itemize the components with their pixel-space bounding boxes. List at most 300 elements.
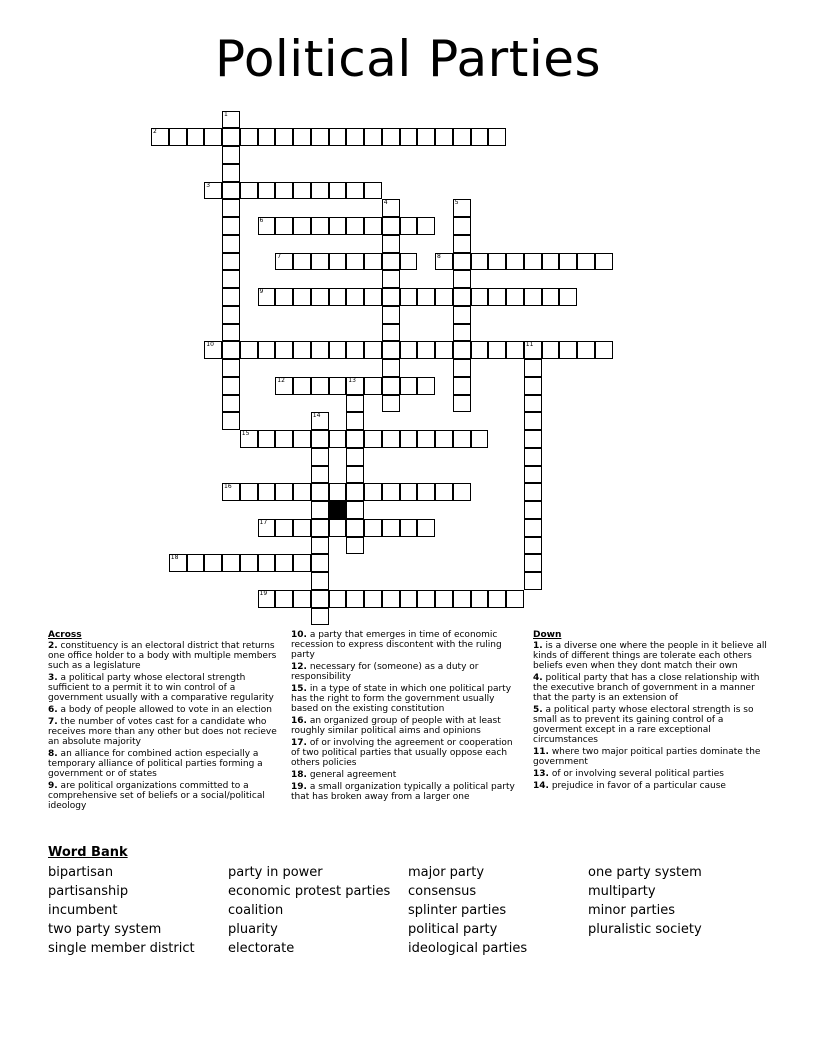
- grid-cell[interactable]: [240, 554, 258, 572]
- grid-cell[interactable]: [311, 253, 329, 271]
- grid-cell[interactable]: [329, 590, 347, 608]
- grid-cell[interactable]: [346, 501, 364, 519]
- grid-cell[interactable]: [311, 288, 329, 306]
- grid-cell[interactable]: [559, 341, 577, 359]
- grid-cell[interactable]: [542, 288, 560, 306]
- clue-number: 2: [153, 128, 157, 136]
- word-bank-item: coalition: [228, 903, 284, 918]
- grid-cell[interactable]: [577, 253, 595, 271]
- grid-cell[interactable]: [329, 519, 347, 537]
- grid-cell[interactable]: [329, 377, 347, 395]
- clue-text: where two major poitical parties dominate the government: [533, 747, 761, 767]
- grid-cell[interactable]: [240, 341, 258, 359]
- grid-cell[interactable]: [311, 217, 329, 235]
- grid-cell[interactable]: [346, 395, 364, 413]
- down-heading: Down: [533, 630, 562, 640]
- grid-cell[interactable]: [293, 483, 311, 501]
- grid-cell[interactable]: [453, 430, 471, 448]
- grid-cell[interactable]: [364, 182, 382, 200]
- grid-cell[interactable]: [471, 590, 489, 608]
- clue-item: [291, 738, 519, 768]
- grid-cell[interactable]: [524, 412, 542, 430]
- grid-cell[interactable]: [151, 128, 169, 146]
- grid-cell[interactable]: [453, 217, 471, 235]
- clue-item: [291, 684, 519, 714]
- grid-cell[interactable]: [453, 288, 471, 306]
- grid-cell[interactable]: [311, 430, 329, 448]
- grid-cell[interactable]: [329, 217, 347, 235]
- clue-number: 5: [454, 199, 459, 207]
- grid-cell[interactable]: [453, 199, 471, 217]
- grid-cell[interactable]: [417, 519, 435, 537]
- word-bank-column: [588, 863, 702, 939]
- grid-cell[interactable]: [275, 554, 293, 572]
- clue-number: 19: [259, 589, 268, 597]
- clue-text: in a type of state in which one political party has the right to form the government usually based on the existing constitution: [291, 684, 512, 714]
- grid-cell[interactable]: [293, 288, 311, 306]
- grid-cell[interactable]: [524, 483, 542, 501]
- grid-cell[interactable]: [346, 430, 364, 448]
- grid-cell[interactable]: [453, 395, 471, 413]
- clue-number: 13: [348, 376, 356, 384]
- grid-cell[interactable]: [258, 182, 276, 200]
- grid-cell[interactable]: [293, 217, 311, 235]
- grid-cell[interactable]: [222, 341, 240, 359]
- clue-text: political party that has a close relationship with the executive branch of government in a manner that the party is an extension of: [533, 673, 760, 703]
- grid-cell[interactable]: [346, 412, 364, 430]
- grid-cell[interactable]: [346, 288, 364, 306]
- clue-number: 8: [437, 252, 441, 260]
- grid-cell[interactable]: [275, 253, 293, 271]
- grid-cell[interactable]: [524, 430, 542, 448]
- grid-cell[interactable]: [524, 466, 542, 484]
- grid-cell[interactable]: [506, 253, 524, 271]
- grid-cell[interactable]: [453, 324, 471, 342]
- grid-cell[interactable]: [222, 483, 240, 501]
- across-clues-column-2: [291, 630, 519, 804]
- grid-cell[interactable]: [275, 519, 293, 537]
- grid-cell[interactable]: [187, 554, 205, 572]
- grid-cell[interactable]: [364, 288, 382, 306]
- grid-cell[interactable]: [275, 430, 293, 448]
- grid-cell[interactable]: [169, 128, 187, 146]
- word-bank-item: one party system: [588, 865, 702, 880]
- grid-cell[interactable]: [293, 182, 311, 200]
- grid-cell[interactable]: [400, 430, 418, 448]
- clue-text: a body of people allowed to vote in an election: [57, 705, 273, 715]
- grid-cell[interactable]: [346, 341, 364, 359]
- clue-text: an alliance for combined action especially a temporary alliance of political parties forming a government or of states: [48, 749, 263, 779]
- grid-cell[interactable]: [329, 128, 347, 146]
- clue-label: 11.: [533, 747, 549, 757]
- clue-text: is a diverse one where the people in it believe all kinds of different things are tolerate each others beliefs even when they dont match their own: [533, 641, 767, 671]
- grid-cell[interactable]: [524, 572, 542, 590]
- grid-cell[interactable]: [329, 483, 347, 501]
- clue-item: [291, 770, 519, 780]
- grid-cell[interactable]: [400, 590, 418, 608]
- grid-cell[interactable]: [364, 217, 382, 235]
- word-bank-item: incumbent: [48, 903, 118, 918]
- grid-cell[interactable]: [258, 217, 276, 235]
- grid-cell[interactable]: [559, 253, 577, 271]
- grid-cell[interactable]: [311, 448, 329, 466]
- grid-cell[interactable]: [187, 128, 205, 146]
- clue-label: 10.: [291, 630, 307, 640]
- grid-cell[interactable]: [417, 483, 435, 501]
- grid-cell[interactable]: [488, 288, 506, 306]
- clue-item: [48, 717, 284, 747]
- clue-text: prejudice in favor of a particular cause: [548, 781, 726, 791]
- grid-cell[interactable]: [222, 412, 240, 430]
- grid-cell[interactable]: [488, 590, 506, 608]
- grid-cell[interactable]: [524, 501, 542, 519]
- grid-cell[interactable]: [222, 146, 240, 164]
- clue-text: necessary for (someone) as a duty or responsibility: [291, 662, 479, 682]
- grid-cell[interactable]: [222, 359, 240, 377]
- grid-cell[interactable]: [258, 430, 276, 448]
- clue-item: [291, 782, 519, 802]
- grid-cell[interactable]: [524, 359, 542, 377]
- grid-cell[interactable]: [311, 572, 329, 590]
- grid-cell[interactable]: [258, 128, 276, 146]
- grid-cell[interactable]: [542, 341, 560, 359]
- grid-cell[interactable]: [258, 590, 276, 608]
- clue-label: 18.: [291, 770, 307, 780]
- grid-cell[interactable]: [222, 217, 240, 235]
- grid-cell[interactable]: [524, 253, 542, 271]
- grid-cell[interactable]: [346, 519, 364, 537]
- grid-cell[interactable]: [293, 377, 311, 395]
- grid-cell[interactable]: [595, 341, 613, 359]
- grid-cell[interactable]: [382, 359, 400, 377]
- grid-cell[interactable]: [275, 288, 293, 306]
- grid-cell[interactable]: [382, 253, 400, 271]
- grid-cell[interactable]: [453, 306, 471, 324]
- grid-cell[interactable]: [524, 537, 542, 555]
- grid-cell[interactable]: [364, 590, 382, 608]
- grid-cell[interactable]: [453, 590, 471, 608]
- word-bank-item: splinter parties: [408, 903, 507, 918]
- grid-cell[interactable]: [524, 377, 542, 395]
- grid-cell[interactable]: [417, 217, 435, 235]
- grid-cell[interactable]: [382, 199, 400, 217]
- word-bank-item: single member district: [48, 941, 195, 956]
- grid-cell[interactable]: [471, 253, 489, 271]
- clue-text: an organized group of people with at least roughly similar political aims and opinions: [291, 716, 501, 736]
- grid-cell[interactable]: [311, 128, 329, 146]
- clue-item: [533, 781, 767, 791]
- clue-label: 5.: [533, 705, 543, 715]
- grid-cell[interactable]: [417, 341, 435, 359]
- grid-cell[interactable]: [488, 128, 506, 146]
- clue-number: 7: [277, 252, 282, 260]
- grid-cell[interactable]: [222, 270, 240, 288]
- grid-cell[interactable]: [453, 270, 471, 288]
- word-bank-item: two party system: [48, 922, 162, 937]
- grid-cell[interactable]: [524, 288, 542, 306]
- grid-cell[interactable]: [524, 554, 542, 572]
- grid-cell[interactable]: [435, 430, 453, 448]
- grid-cell[interactable]: [524, 341, 542, 359]
- grid-cell[interactable]: [453, 341, 471, 359]
- grid-cell[interactable]: [258, 483, 276, 501]
- grid-cell[interactable]: [453, 483, 471, 501]
- word-bank-title: Word Bank: [48, 845, 128, 860]
- grid-cell[interactable]: [329, 182, 347, 200]
- grid-cell[interactable]: [417, 128, 435, 146]
- grid-cell[interactable]: [577, 341, 595, 359]
- grid-cell[interactable]: [346, 537, 364, 555]
- grid-cell[interactable]: [346, 448, 364, 466]
- grid-cell[interactable]: [258, 519, 276, 537]
- grid-cell[interactable]: [329, 341, 347, 359]
- grid-cell[interactable]: [293, 430, 311, 448]
- grid-cell[interactable]: [559, 288, 577, 306]
- grid-cell[interactable]: [346, 377, 364, 395]
- grid-cell[interactable]: [417, 430, 435, 448]
- clue-number: 18: [170, 554, 179, 562]
- grid-cell[interactable]: [240, 430, 258, 448]
- clue-item: [48, 641, 284, 671]
- grid-cell[interactable]: [488, 341, 506, 359]
- clue-label: 3.: [48, 673, 58, 683]
- grid-cell[interactable]: [364, 341, 382, 359]
- clue-label: 15.: [291, 684, 307, 694]
- grid-cell[interactable]: [275, 590, 293, 608]
- grid-cell[interactable]: [400, 377, 418, 395]
- black-cell: [329, 501, 347, 519]
- grid-cell[interactable]: [329, 430, 347, 448]
- grid-cell[interactable]: [382, 288, 400, 306]
- grid-cell[interactable]: [435, 253, 453, 271]
- grid-cell[interactable]: [222, 182, 240, 200]
- grid-cell[interactable]: [382, 235, 400, 253]
- grid-cell[interactable]: [222, 324, 240, 342]
- word-bank-item: party in power: [228, 865, 323, 880]
- clue-label: 9.: [48, 781, 58, 791]
- grid-cell[interactable]: [222, 164, 240, 182]
- grid-cell[interactable]: [222, 199, 240, 217]
- grid-cell[interactable]: [364, 128, 382, 146]
- grid-cell[interactable]: [382, 377, 400, 395]
- grid-cell[interactable]: [506, 341, 524, 359]
- clue-text: of or involving the agreement or cooperation of two political parties that usually oppose each others policies: [291, 738, 513, 768]
- grid-cell[interactable]: [453, 235, 471, 253]
- grid-cell[interactable]: [471, 341, 489, 359]
- grid-cell[interactable]: [275, 377, 293, 395]
- grid-cell[interactable]: [382, 324, 400, 342]
- grid-cell[interactable]: [275, 182, 293, 200]
- across-clues-column-1: [48, 630, 284, 813]
- grid-cell[interactable]: [346, 590, 364, 608]
- grid-cell[interactable]: [453, 128, 471, 146]
- clue-label: 2.: [48, 641, 58, 651]
- grid-cell[interactable]: [400, 253, 418, 271]
- grid-cell[interactable]: [400, 519, 418, 537]
- grid-cell[interactable]: [400, 483, 418, 501]
- grid-cell[interactable]: [595, 253, 613, 271]
- grid-cell[interactable]: [311, 466, 329, 484]
- grid-cell[interactable]: [453, 253, 471, 271]
- grid-cell[interactable]: [258, 341, 276, 359]
- grid-cell[interactable]: [382, 395, 400, 413]
- grid-cell[interactable]: [346, 253, 364, 271]
- grid-cell[interactable]: [293, 128, 311, 146]
- grid-cell[interactable]: [453, 377, 471, 395]
- clue-label: 19.: [291, 782, 307, 792]
- grid-cell[interactable]: [311, 554, 329, 572]
- grid-cell[interactable]: [204, 128, 222, 146]
- grid-cell[interactable]: [453, 359, 471, 377]
- grid-cell[interactable]: [240, 483, 258, 501]
- grid-cell[interactable]: [400, 341, 418, 359]
- clue-item: [48, 749, 284, 779]
- grid-cell[interactable]: [293, 253, 311, 271]
- grid-cell[interactable]: [311, 519, 329, 537]
- grid-cell[interactable]: [400, 217, 418, 235]
- clue-number: 10: [206, 341, 214, 349]
- clue-item: [533, 673, 767, 703]
- word-bank-item: pluralistic society: [588, 922, 702, 937]
- grid-cell[interactable]: [506, 288, 524, 306]
- grid-cell[interactable]: [435, 128, 453, 146]
- grid-cell[interactable]: [204, 554, 222, 572]
- grid-cell[interactable]: [400, 288, 418, 306]
- clue-text: are political organizations committed to a comprehensive set of beliefs or a social/political ideology: [48, 781, 265, 811]
- clue-text: constituency is an electoral district that returns one office holder to a body with multiple members such as a legislature: [48, 641, 277, 671]
- clue-label: 4.: [533, 673, 543, 683]
- grid-cell[interactable]: [222, 554, 240, 572]
- grid-cell[interactable]: [275, 128, 293, 146]
- grid-cell[interactable]: [240, 128, 258, 146]
- grid-cell[interactable]: [240, 182, 258, 200]
- word-bank-item: economic protest parties: [228, 884, 391, 899]
- grid-cell[interactable]: [258, 554, 276, 572]
- grid-cell[interactable]: [346, 466, 364, 484]
- down-clues-column: [533, 630, 767, 793]
- grid-cell[interactable]: [382, 430, 400, 448]
- clue-number: 14: [312, 412, 321, 420]
- grid-cell[interactable]: [471, 288, 489, 306]
- grid-cell[interactable]: [222, 306, 240, 324]
- clue-label: 16.: [291, 716, 307, 726]
- clue-item: [291, 716, 519, 736]
- grid-cell[interactable]: [275, 341, 293, 359]
- grid-cell[interactable]: [364, 430, 382, 448]
- grid-cell[interactable]: [364, 253, 382, 271]
- grid-cell[interactable]: [346, 483, 364, 501]
- grid-cell[interactable]: [293, 341, 311, 359]
- grid-cell[interactable]: [222, 235, 240, 253]
- grid-cell[interactable]: [382, 270, 400, 288]
- clue-number: 17: [259, 518, 268, 526]
- grid-cell[interactable]: [311, 501, 329, 519]
- grid-cell[interactable]: [293, 590, 311, 608]
- grid-cell[interactable]: [417, 288, 435, 306]
- clue-item: [48, 705, 284, 715]
- grid-cell[interactable]: [382, 217, 400, 235]
- word-bank-item: minor parties: [588, 903, 675, 918]
- grid-cell[interactable]: [435, 341, 453, 359]
- page-title: Political Parties: [214, 30, 602, 88]
- grid-cell[interactable]: [346, 217, 364, 235]
- grid-cell[interactable]: [382, 306, 400, 324]
- word-bank-item: electorate: [228, 941, 295, 956]
- clue-number: 1: [224, 110, 228, 118]
- grid-cell[interactable]: [382, 519, 400, 537]
- grid-cell[interactable]: [275, 483, 293, 501]
- grid-cell[interactable]: [364, 483, 382, 501]
- grid-cell[interactable]: [222, 128, 240, 146]
- grid-cell[interactable]: [506, 590, 524, 608]
- grid-cell[interactable]: [329, 288, 347, 306]
- grid-cell[interactable]: [346, 182, 364, 200]
- clue-label: 12.: [291, 662, 307, 672]
- grid-cell[interactable]: [524, 519, 542, 537]
- grid-cell[interactable]: [329, 253, 347, 271]
- grid-cell[interactable]: [258, 288, 276, 306]
- grid-cell[interactable]: [364, 377, 382, 395]
- grid-cell[interactable]: [311, 590, 329, 608]
- grid-cell[interactable]: [435, 483, 453, 501]
- grid-cell[interactable]: [524, 395, 542, 413]
- grid-cell[interactable]: [471, 128, 489, 146]
- grid-cell[interactable]: [275, 217, 293, 235]
- word-bank-column: [408, 863, 527, 958]
- grid-cell[interactable]: [293, 554, 311, 572]
- grid-cell[interactable]: [222, 395, 240, 413]
- grid-cell[interactable]: [435, 590, 453, 608]
- clue-label: 17.: [291, 738, 307, 748]
- grid-cell[interactable]: [311, 377, 329, 395]
- clue-label: 1.: [533, 641, 543, 651]
- grid-cell[interactable]: [222, 288, 240, 306]
- grid-cell[interactable]: [382, 483, 400, 501]
- grid-cell[interactable]: [222, 253, 240, 271]
- clue-item: [533, 641, 767, 671]
- clue-number: 11: [525, 341, 534, 349]
- grid-cell[interactable]: [364, 519, 382, 537]
- clue-text: a political party whose electoral strength sufficient to a permit it to win control of a government usually with a comparative regularity: [48, 673, 274, 703]
- grid-cell[interactable]: [542, 253, 560, 271]
- grid-cell[interactable]: [311, 608, 329, 626]
- grid-cell[interactable]: [222, 377, 240, 395]
- grid-cell[interactable]: [400, 128, 418, 146]
- word-bank-item: ideological parties: [408, 941, 528, 956]
- grid-cell[interactable]: [169, 554, 187, 572]
- grid-cell[interactable]: [382, 128, 400, 146]
- grid-cell[interactable]: [524, 448, 542, 466]
- grid-cell[interactable]: [417, 377, 435, 395]
- grid-cell[interactable]: [311, 483, 329, 501]
- word-bank-item: major party: [408, 865, 485, 880]
- grid-cell[interactable]: [382, 590, 400, 608]
- grid-cell[interactable]: [382, 341, 400, 359]
- grid-cell[interactable]: [311, 537, 329, 555]
- grid-cell[interactable]: [293, 519, 311, 537]
- grid-cell[interactable]: [311, 341, 329, 359]
- grid-cell[interactable]: [204, 182, 222, 200]
- grid-cell[interactable]: [311, 182, 329, 200]
- grid-cell[interactable]: [311, 412, 329, 430]
- grid-cell[interactable]: [222, 111, 240, 129]
- grid-cell[interactable]: [346, 128, 364, 146]
- grid-cell[interactable]: [417, 590, 435, 608]
- grid-cell[interactable]: [471, 430, 489, 448]
- grid-cell[interactable]: [435, 288, 453, 306]
- grid-cell[interactable]: [204, 341, 222, 359]
- grid-cell[interactable]: [488, 253, 506, 271]
